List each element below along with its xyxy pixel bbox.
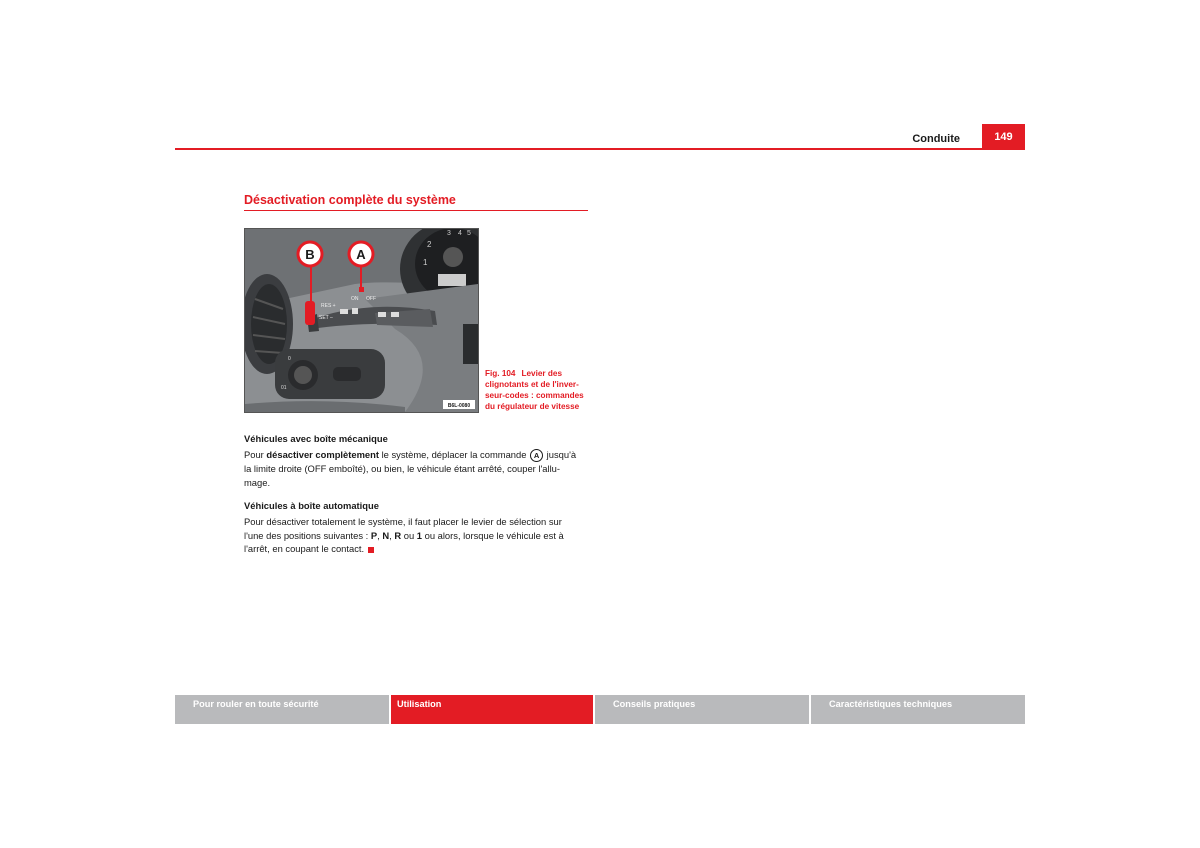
caption-line: du régulateur de vitesse: [485, 402, 580, 411]
knob-01-label: 01: [281, 385, 287, 391]
figure-code: B6L-0080: [447, 403, 471, 409]
text-run: ou alors, lorsque le véhicule est à: [422, 529, 564, 541]
paragraph-line: mage.: [244, 476, 271, 488]
res-label: RES +: [321, 303, 336, 309]
text-run: Pour: [244, 449, 267, 460]
automatic-gearbox-heading: Véhicules à boîte automatique: [244, 500, 379, 511]
gear-position-r: R: [394, 529, 402, 541]
paragraph-line: [244, 542, 588, 556]
gauge-tick-3: 3: [447, 230, 451, 237]
control-a-marker: A: [530, 449, 543, 462]
gear-position-n: N: [382, 529, 390, 541]
gauge-tick-4: 4: [458, 230, 462, 237]
figure-cruise-control-lever: [244, 228, 479, 413]
knob-zero-label: 0: [288, 356, 291, 362]
footer-navigation: [175, 695, 1025, 724]
callout-b-label: B: [305, 247, 315, 262]
section-title-rule: [244, 210, 588, 211]
paragraph-line: [244, 529, 588, 543]
paragraph-line: la limite droite (OFF emboîté), ou bien, le véhicule étant arrêté, couper l'allu-: [244, 463, 560, 475]
gauge-tick-1: 1: [423, 258, 428, 267]
figure-caption: [485, 368, 595, 412]
section-title: Désactivation complète du système: [244, 193, 456, 207]
callout-a-label: A: [356, 247, 366, 262]
gauge-tick-2: 2: [427, 240, 432, 249]
caption-line: seur-codes : commandes: [485, 391, 584, 400]
manual-gearbox-heading: Véhicules avec boîte mécanique: [244, 433, 388, 444]
footer-tab-practical-tips[interactable]: Conseils pratiques: [595, 695, 809, 724]
set-label: SET –: [319, 315, 333, 321]
text-run: jusqu'à: [544, 449, 577, 460]
end-of-section-marker: [368, 547, 374, 553]
gauge-tick-5: 5: [467, 230, 471, 237]
text-run: ,: [389, 529, 395, 541]
page-number: 149: [982, 124, 1025, 149]
footer-tab-utilisation[interactable]: Utilisation: [391, 695, 593, 724]
figure-number: Fig. 104: [485, 369, 516, 378]
running-header-title: Conduite: [912, 133, 960, 145]
paragraph-line: [244, 448, 588, 462]
text-run: ,: [377, 529, 383, 541]
automatic-gearbox-paragraph: [244, 515, 588, 556]
caption-line: clignotants et de l'inver-: [485, 380, 579, 389]
caption-line: Levier des: [521, 369, 563, 378]
manual-gearbox-paragraph: [244, 448, 588, 489]
paragraph-line: Pour désactiver totalement le système, il faut placer le levier de sélection sur: [244, 516, 562, 527]
gear-position-1: 1: [416, 529, 422, 541]
on-label: ON: [351, 296, 359, 302]
text-run: ou: [401, 529, 417, 541]
header-rule: [175, 148, 1025, 150]
footer-tab-safety[interactable]: Pour rouler en toute sécurité: [175, 695, 389, 724]
text-run: le système, déplacer la commande: [378, 449, 530, 460]
emphasis-text: désactiver complètement: [266, 449, 379, 460]
text-run: l'une des positions suivantes :: [244, 529, 371, 541]
text-run: l'arrêt, en coupant le contact.: [244, 543, 365, 554]
gear-position-p: P: [370, 529, 378, 541]
lever-illustration: [245, 229, 478, 412]
off-label: OFF: [366, 296, 376, 302]
footer-tab-technical-specs[interactable]: Caractéristiques techniques: [811, 695, 1025, 724]
